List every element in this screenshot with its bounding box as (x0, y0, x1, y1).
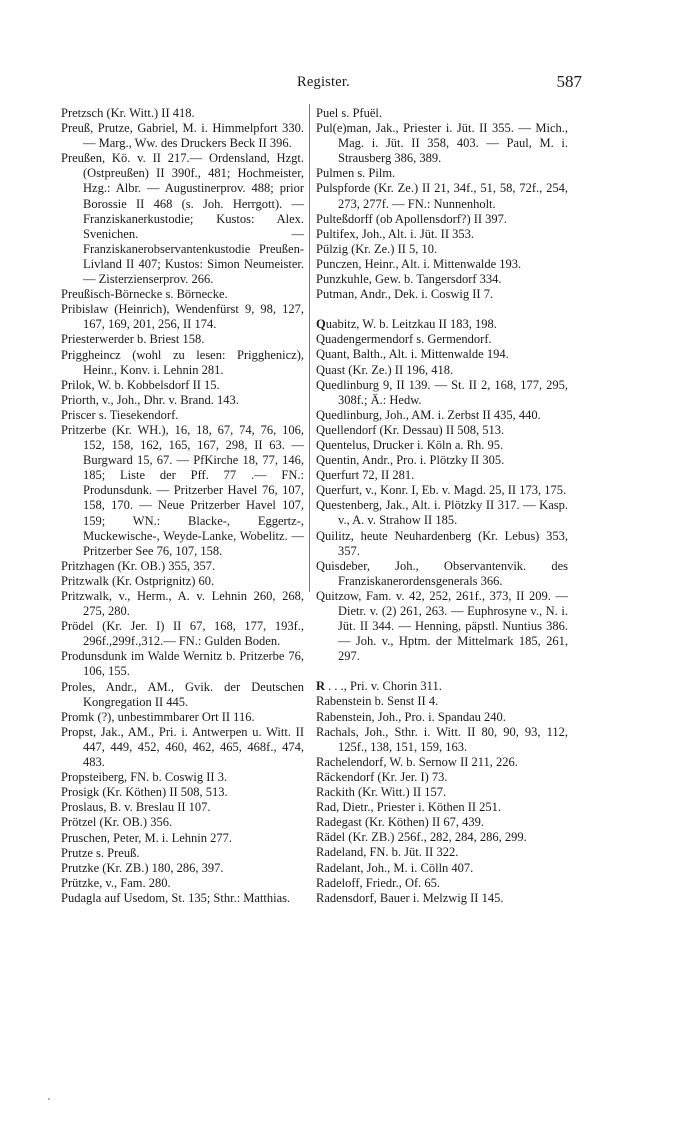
index-entry (316, 121, 568, 166)
paper-speck (48, 1098, 50, 1100)
index-entry (316, 815, 568, 830)
entry-text: Pretzsch (Kr. Witt.) II 418. (61, 106, 195, 120)
entry-text: Querfurt, v., Konr. I, Eb. v. Magd. 25, II 173, 175. (316, 483, 567, 498)
index-entry (316, 363, 568, 378)
entry-text: uabitz, W. b. Leitzkau II 183, 198. (325, 317, 497, 332)
left-column (61, 106, 304, 906)
entry-text: Pulmen s. Pilm. (316, 166, 396, 181)
entry-text: Promk (?), unbestimmbarer Ort II 116. (61, 709, 255, 724)
entry-text: Querfurt 72, II 281. (316, 468, 415, 483)
entry-text: Pul(e)man, Jak., Priester i. Jüt. II 355. — Mich., Mag. i. Jüt. II 358, 403. — Paul, M. i. Strausberg 386, 389. (316, 121, 568, 166)
index-entry (61, 831, 304, 846)
entry-text: Pribislaw (Heinrich), Wendenfürst 9, 98, 127, 167, 169, 201, 256, II 174. (61, 302, 304, 332)
index-entry (316, 710, 568, 725)
index-entry (316, 891, 568, 906)
index-entry (316, 679, 568, 694)
index-entry (61, 846, 304, 861)
entry-text: Preußisch-Börnecke s. Börnecke. (61, 287, 228, 302)
entry-text: Punczen, Heinr., Alt. i. Mittenwalde 193. (316, 256, 522, 271)
index-entry (61, 348, 304, 378)
section-initial: Q (316, 317, 326, 332)
index-entry (316, 106, 568, 121)
entry-text: Produnsdunk im Walde Wernitz b. Pritzerbe 76, 106, 155. (61, 649, 304, 679)
index-entry (61, 876, 304, 891)
running-title: Register. (297, 74, 350, 90)
entry-text: Priscer s. Tiesekendorf. (61, 407, 179, 422)
index-entry (61, 725, 304, 770)
entry-text: Pritzwalk (Kr. Ostprignitz) 60. (61, 573, 215, 588)
index-entry (316, 800, 568, 815)
entry-text: Pultifex, Joh., Alt. i. Jüt. II 353. (316, 226, 474, 241)
index-entry (316, 438, 568, 453)
entry-text: Quitzow, Fam. v. 42, 252, 261f., 373, II 209. — Dietr. v. (2) 261, 263. — Euphrosyne v., N. i. Jüt. II 344. — Henning, päpstl. Nuntius 386. — Joh. v., Hptm. der Mittelmark 185, 261, 297. (316, 588, 568, 664)
index-entry (316, 755, 568, 770)
index-entry (61, 589, 304, 619)
index-entry (61, 287, 304, 302)
entry-text: Prützke, v., Fam. 280. (61, 875, 171, 890)
index-entry (61, 861, 304, 876)
index-entry (61, 559, 304, 574)
index-entry (61, 574, 304, 589)
index-entry (316, 227, 568, 242)
index-entry (316, 770, 568, 785)
index-entry (316, 453, 568, 468)
index-entry (61, 151, 304, 287)
index-entry (316, 589, 568, 664)
index-entry (316, 483, 568, 498)
entry-text: Quilitz, heute Neuhardenberg (Kr. Lebus) 353, 357. (316, 528, 568, 558)
index-entry (61, 891, 304, 906)
column-divider (309, 104, 310, 592)
section-initial: R (316, 679, 326, 694)
index-entry (316, 242, 568, 257)
index-entry (61, 800, 304, 815)
index-entry (61, 408, 304, 423)
entry-text: Quedlinburg, Joh., AM. i. Zerbst II 435, 440. (316, 407, 541, 422)
entry-text: Prilok, W. b. Kobbelsdorf II 15. (61, 377, 220, 392)
entry-text: Rabenstein, Joh., Pro. i. Spandau 240. (316, 709, 506, 724)
entry-text: Räckendorf (Kr. Jer. I) 73. (316, 769, 448, 784)
entry-text: Pulteßdorff (ob Apollensdorf?) II 397. (316, 211, 508, 226)
index-entry (316, 212, 568, 227)
entry-text: Prötzel (Kr. OB.) 356. (61, 815, 173, 830)
entry-text: Quentelus, Drucker i. Köln a. Rh. 95. (316, 437, 504, 452)
index-entry (61, 770, 304, 785)
index-entry (316, 468, 568, 483)
entry-text: Rackith (Kr. Witt.) II 157. (316, 785, 447, 800)
index-entry (316, 378, 568, 408)
entry-text: Quadengermendorf s. Germendorf. (316, 332, 492, 347)
index-entry (316, 559, 568, 589)
index-entry (61, 423, 304, 559)
entry-text: Pudagla auf Usedom, St. 135; Sthr.: Matthias. (61, 890, 291, 905)
entry-text: Radensdorf, Bauer i. Melzwig II 145. (316, 890, 504, 905)
entry-text: Putman, Andr., Dek. i. Coswig II 7. (316, 287, 494, 302)
index-entry (316, 166, 568, 181)
entry-text: Rabenstein b. Senst II 4. (316, 694, 439, 709)
entry-text: Pritzhagen (Kr. OB.) 355, 357. (61, 558, 216, 573)
index-entry (61, 106, 304, 121)
entry-text: Punzkuhle, Gew. b. Tangersdorf 334. (316, 272, 502, 287)
entry-text: Quedlinburg 9, II 139. — St. II 2, 168, 177, 295, 308f.; Ä.: Hedw. (316, 377, 568, 407)
index-entry (316, 529, 568, 559)
index-entry (61, 302, 304, 332)
index-entry (316, 845, 568, 860)
entry-text: Quentin, Andr., Pro. i. Plötzky II 305. (316, 453, 505, 468)
right-column (316, 106, 568, 906)
entry-text: Quant, Balth., Alt. i. Mittenwalde 194. (316, 347, 509, 362)
entry-text: . . ., Pri. v. Chorin 311. (325, 679, 442, 694)
page-header (0, 74, 700, 96)
page-number: 587 (556, 72, 582, 91)
index-entry (61, 619, 304, 649)
section-gap (316, 664, 568, 679)
index-entry (61, 121, 304, 151)
index-entry (316, 332, 568, 347)
index-entry (61, 378, 304, 393)
index-entry (316, 347, 568, 362)
entry-text: Puel s. Pfuël. (316, 106, 382, 120)
entry-text: Quisdeber, Joh., Observantenvik. des Franziskanerordensgenerals 366. (316, 558, 568, 588)
entry-text: Pruschen, Peter, M. i. Lehnin 277. (61, 830, 233, 845)
entry-text: Rädel (Kr. ZB.) 256f., 282, 284, 286, 299. (316, 830, 527, 845)
entry-text: Priorth, v., Joh., Dhr. v. Brand. 143. (61, 392, 239, 407)
index-entry (316, 498, 568, 528)
index-entry (61, 710, 304, 725)
entry-text: Pulspforde (Kr. Ze.) II 21, 34f., 51, 58, 72f., 254, 273, 277f. — FN.: Nunnenholt. (316, 181, 568, 211)
index-entry (316, 785, 568, 800)
index-entry (316, 830, 568, 845)
entry-text: Pülzig (Kr. Ze.) II 5, 10. (316, 241, 438, 256)
entry-text: Priggheincz (wohl zu lesen: Prigghenicz), Heinr., Konv. i. Lehnin 281. (61, 347, 304, 377)
entry-text: Prödel (Kr. Jer. I) II 67, 168, 177, 193f., 296f.,299f.,312.— FN.: Gulden Boden. (61, 619, 304, 649)
entry-text: Priesterwerder b. Briest 158. (61, 332, 205, 347)
entry-text: Rad, Dietr., Priester i. Köthen II 251. (316, 800, 502, 815)
index-entry (316, 694, 568, 709)
index-entry (316, 287, 568, 302)
index-entry (316, 876, 568, 891)
index-entry (316, 317, 568, 332)
entry-text: Radelant, Joh., M. i. Cölln 407. (316, 860, 474, 875)
entry-text: Pritzerbe (Kr. WH.), 16, 18, 67, 74, 76, 106, 152, 158, 162, 165, 167, 298, II 63. — Burgward 15, 67. — PfKirche 18, 77, 146, 185; Liste der Pff. 77 .— FN.: Produnsdunk. — Pritzerber Havel 76, 107, 158, 170. — Neue Pritzerber Havel 107, 159; WN.: Blacke-, Eggertz-, Muckewische-, Weyde-Lanke, Wobelitz. — Pritzerber See 76, 107, 158. (61, 422, 304, 558)
index-entry (316, 861, 568, 876)
entry-text: Proslaus, B. v. Breslau II 107. (61, 800, 211, 815)
index-entry (61, 332, 304, 347)
entry-text: Quast (Kr. Ze.) II 196, 418. (316, 362, 454, 377)
entry-text: Proles, Andr., AM., Gvik. der Deutschen Kongregation II 445. (61, 679, 304, 709)
entry-text: Propst, Jak., AM., Pri. i. Antwerpen u. Witt. II 447, 449, 452, 460, 462, 465, 468f., 474, 483. (61, 724, 304, 770)
index-entry (61, 785, 304, 800)
index-entry (316, 181, 568, 211)
entry-text: Preuß, Prutze, Gabriel, M. i. Himmelpfort 330. — Marg., Ww. des Druckers Beck II 396. (61, 121, 304, 151)
index-entry (316, 272, 568, 287)
entry-text: Rachals, Joh., Sthr. i. Witt. II 80, 90, 93, 112, 125f., 138, 151, 159, 163. (316, 724, 568, 754)
entry-text: Questenberg, Jak., Alt. i. Plötzky II 317. — Kasp. v., A. v. Strahow II 185. (316, 498, 568, 528)
index-entry (61, 649, 304, 679)
index-entry (61, 815, 304, 830)
index-entry (316, 257, 568, 272)
index-entry (61, 680, 304, 710)
entry-text: Pritzwalk, v., Herm., A. v. Lehnin 260, 268, 275, 280. (61, 589, 304, 619)
entry-text: Rachelendorf, W. b. Sernow II 211, 226. (316, 754, 518, 769)
index-entry (316, 725, 568, 755)
entry-text: Prutze s. Preuß. (61, 845, 140, 860)
entry-text: Prosigk (Kr. Köthen) II 508, 513. (61, 785, 228, 800)
section-gap (316, 302, 568, 317)
index-entry (316, 408, 568, 423)
entry-text: Radeland, FN. b. Jüt. II 322. (316, 845, 459, 860)
entry-text: Radeloff, Friedr., Of. 65. (316, 875, 441, 890)
index-entry (61, 393, 304, 408)
entry-text: Preußen, Kö. v. II 217.— Ordensland, Hzgt. (Ostpreußen) II 390f., 481; Hochmeister, Hzg.: Albr. — Augustinerprov. 488; prior Borossie II 468 (s. Joh. Herrgott). — Franziskanerkustodie; Kustos: Alex. Svenichen. — Franziskanerobservantenkustodie Preußen-Livland II 407; Kustos: Simon Neumeister. — Zisterzienserprov. 266. (61, 151, 304, 287)
entry-text: Radegast (Kr. Köthen) II 67, 439. (316, 815, 485, 830)
entry-text: Prutzke (Kr. ZB.) 180, 286, 397. (61, 860, 224, 875)
index-entry (316, 423, 568, 438)
entry-text: Quellendorf (Kr. Dessau) II 508, 513. (316, 422, 505, 437)
entry-text: Propsteiberg, FN. b. Coswig II 3. (61, 770, 228, 785)
